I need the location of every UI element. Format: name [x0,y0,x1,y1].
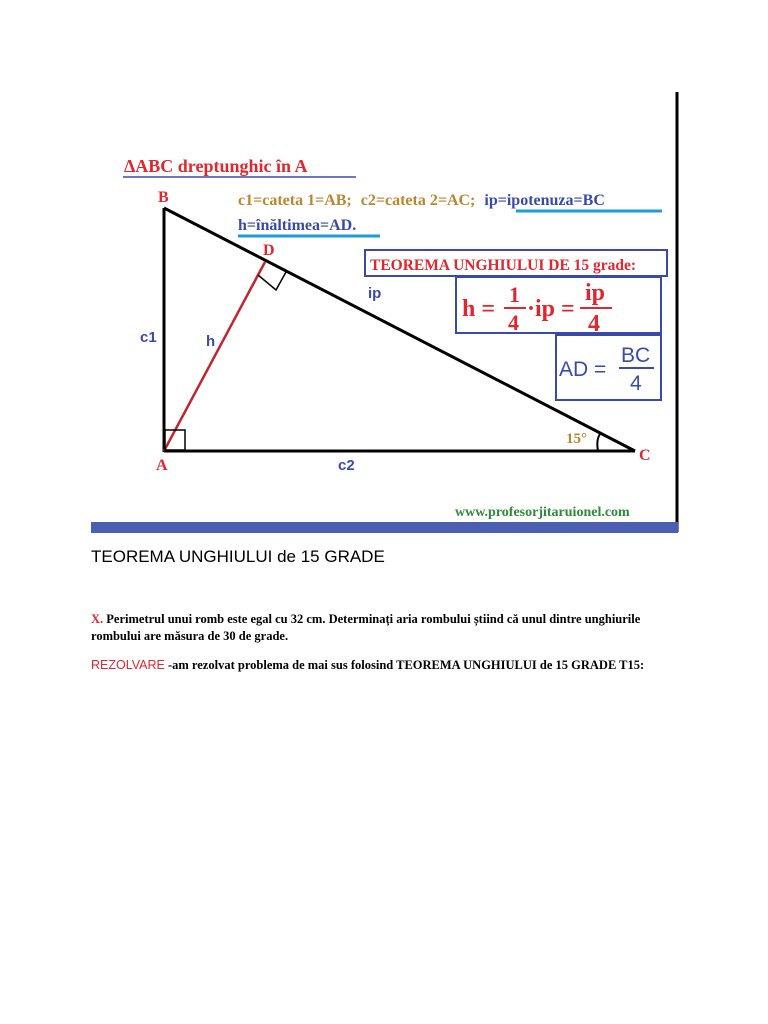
formula-1-den: 4 [508,310,519,335]
page-heading: TEOREMA UNGHIULUI de 15 GRADE [91,547,385,566]
formula-1-num2: ip [585,280,606,306]
legend-c1: c1=cateta 1=AB; [238,192,352,209]
figure-bottom-bar [91,522,678,533]
right-angle-d [258,272,286,290]
side-bc [164,208,635,451]
problem-paragraph [91,611,681,645]
formula-1-mid: ·ip = [527,296,575,322]
solution-label: REZOLVARE [91,658,165,672]
formula-2-num: BC [621,344,651,367]
angle-label: 15° [566,431,587,447]
label-c2: c2 [338,457,355,474]
figure-title: ΔABC dreptunghic în A [124,156,308,176]
formula-1-lhs: h = [462,296,496,322]
legend-c2: c2=cateta 2=AC; [360,192,476,209]
label-h: h [206,333,216,350]
problem-label: X. [91,612,104,626]
website-url: www.profesorjitaruionel.com [455,505,630,520]
formula-2 [559,344,654,395]
label-ip: ip [368,285,382,302]
theorem-title: TEOREMA UNGHIULUI DE 15 grade: [370,257,637,274]
formula-1 [462,280,612,337]
vertex-a: A [156,457,168,474]
height-ad [164,262,265,451]
label-c1: c1 [140,329,157,346]
legend-line-2: h=înăltimea=AD. [238,217,357,234]
formula-1-num: 1 [509,282,520,307]
vertex-c: C [639,447,651,464]
legend-line-1 [238,192,605,209]
solution-text: -am rezolvat problema de mai sus folosind TEOREMA UNGHIULUI de 15 GRADE T15: [167,658,645,672]
solution-paragraph [91,657,681,674]
vertex-d: D [263,242,275,259]
formula-2-den: 4 [630,372,642,395]
formula-2-lhs: AD = [559,358,607,381]
formula-1-den2: 4 [588,311,600,337]
vertex-b: B [158,189,169,206]
problem-text: Perimetrul unui romb este egal cu 32 cm. Determinați aria rombului știind că unul dintre unghiurile rombului are măsura de 30 de grade. [91,612,641,643]
angle-arc-c [597,434,600,451]
legend-ip: ip=ipotenuza=BC [484,192,605,209]
